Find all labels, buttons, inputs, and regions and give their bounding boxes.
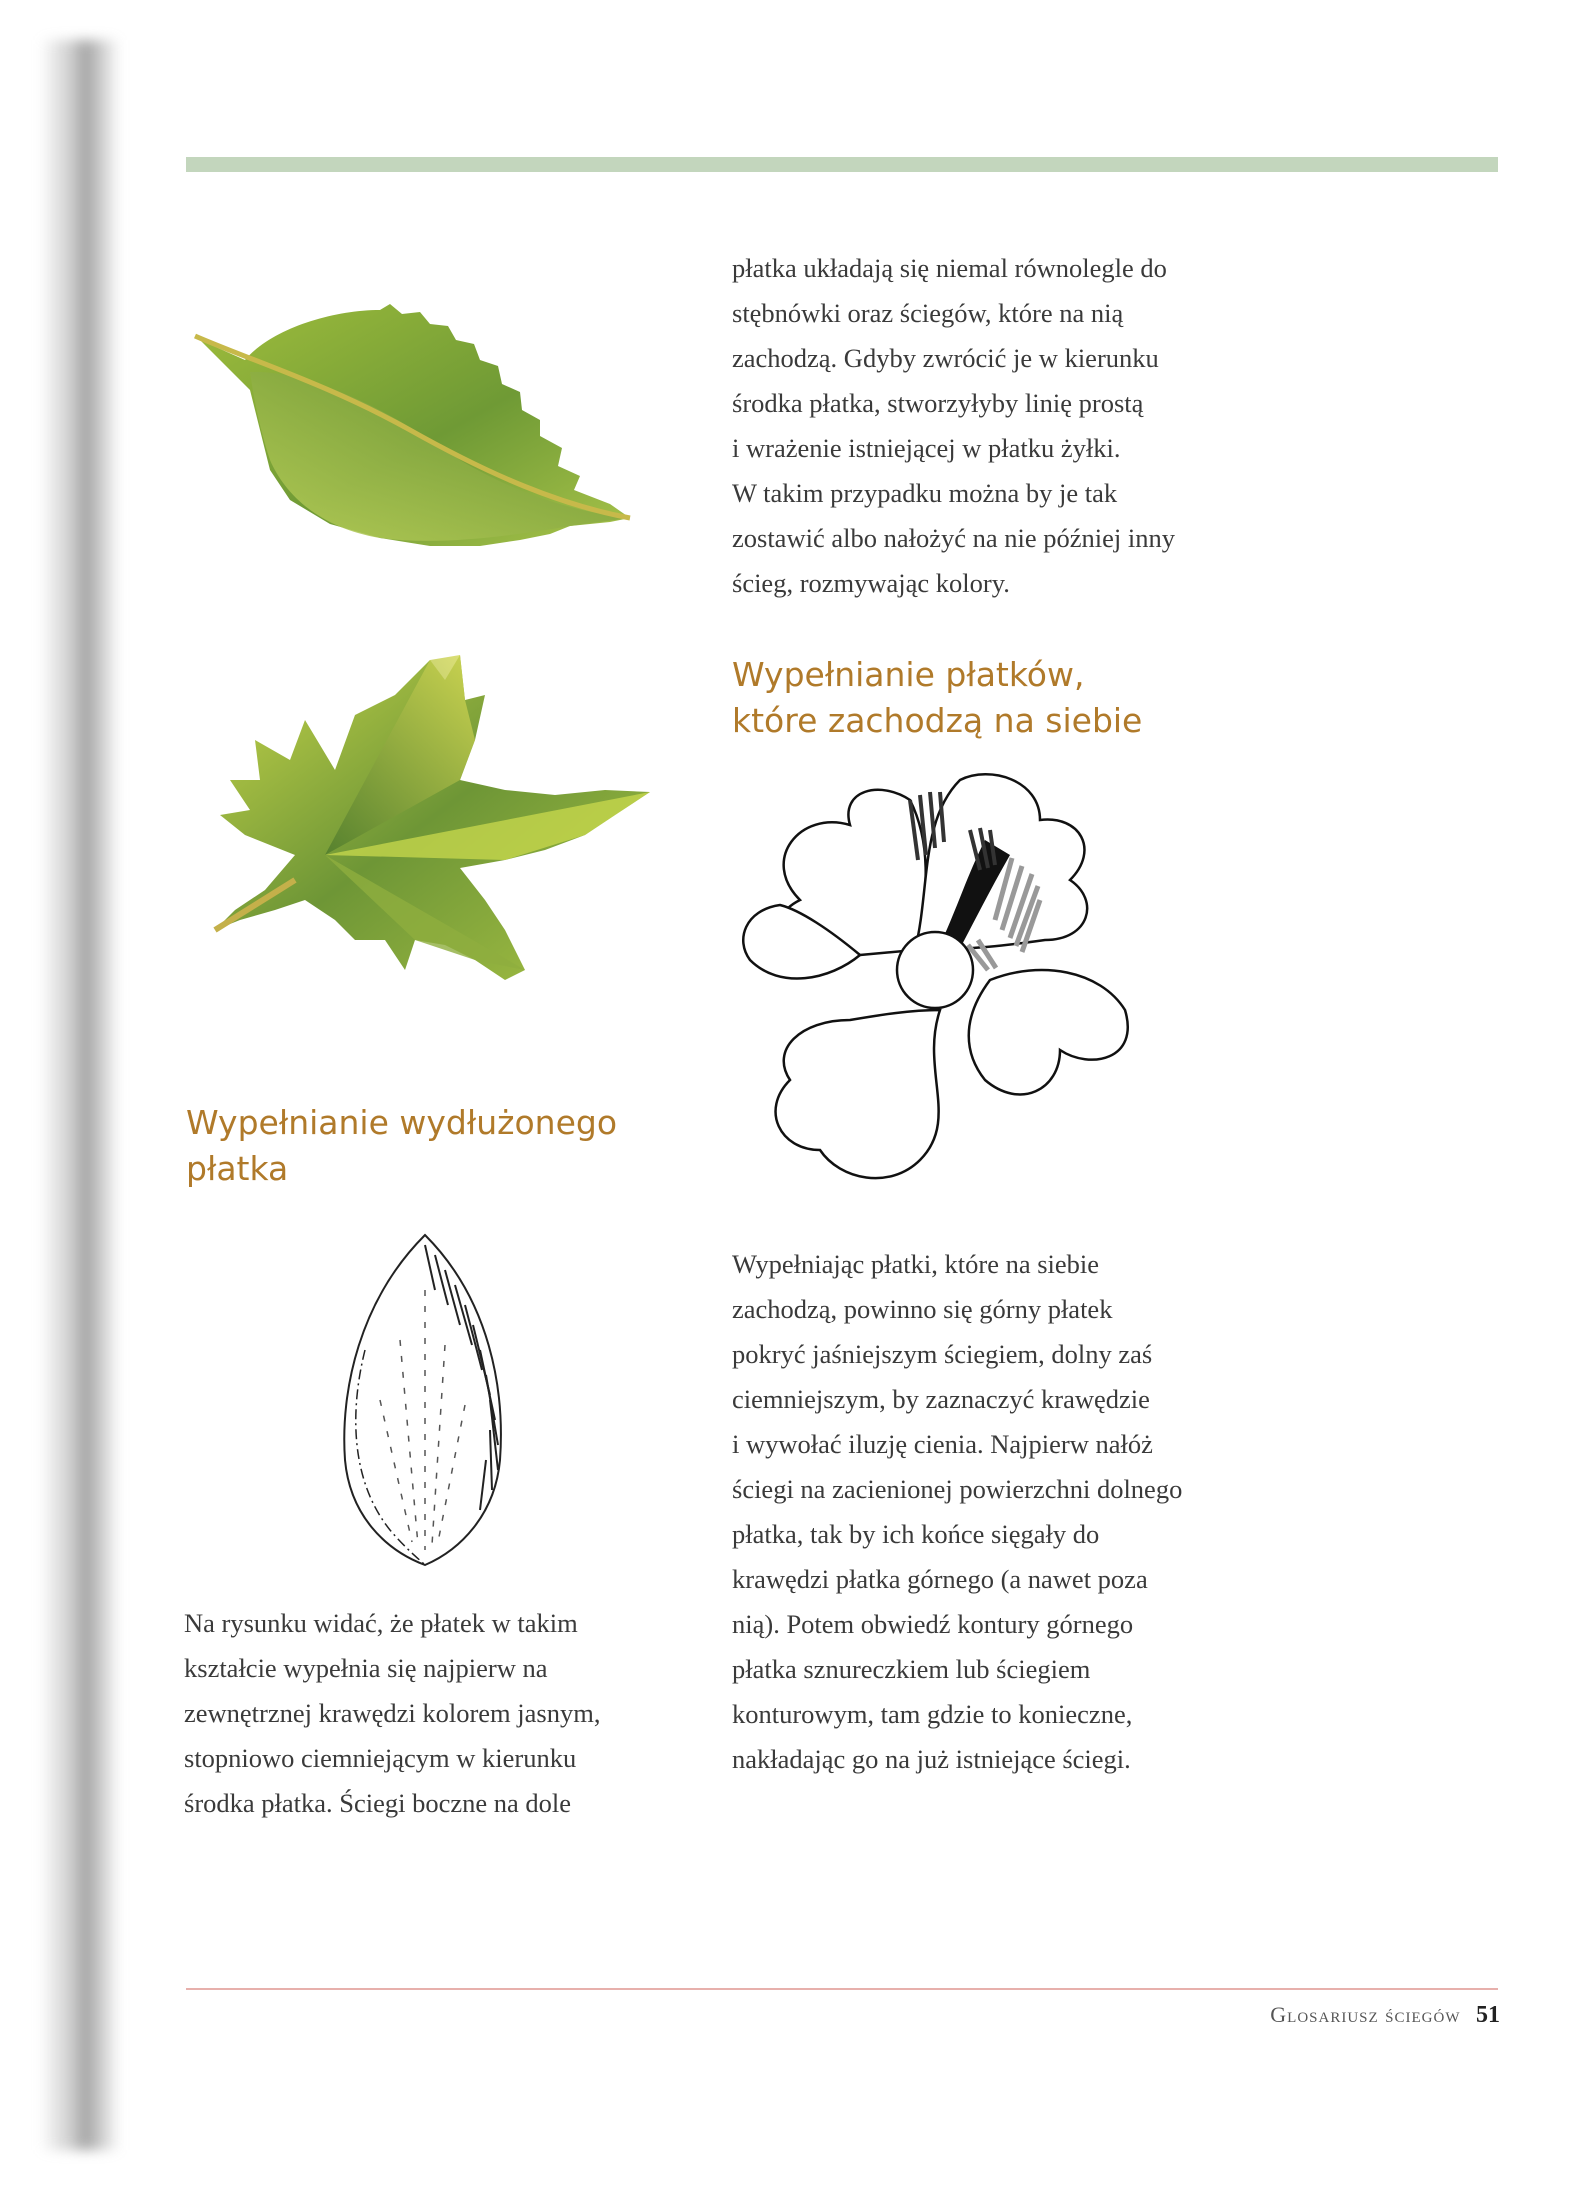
- embroidered-leaf-photo: [190, 290, 650, 570]
- heading-line: które zachodzą na siebie: [732, 701, 1143, 740]
- book-binding-shadow: [40, 40, 120, 2150]
- heading-line: Wypełnianie wydłużonego: [186, 1103, 618, 1142]
- elongated-petal-diagram: [330, 1230, 520, 1570]
- text-line: środka płatka, stworzyłyby linię prostą: [732, 388, 1144, 418]
- text-line: ciemniejszym, by zaznaczyć krawędzie: [732, 1384, 1150, 1414]
- text-line: krawędzi płatka górnego (a nawet poza: [732, 1564, 1148, 1594]
- text-line: zostawić albo nałożyć na nie później inny: [732, 523, 1175, 553]
- text-line: środka płatka. Ściegi boczne na dole: [184, 1788, 572, 1818]
- text-line: stopniowo ciemniejącym w kierunku: [184, 1743, 577, 1773]
- heading-line: płatka: [186, 1149, 289, 1188]
- text-line: W takim przypadku można by je tak: [732, 478, 1118, 508]
- text-line: stębnówki oraz ściegów, które na nią: [732, 298, 1124, 328]
- text-line: konturowym, tam gdzie to konieczne,: [732, 1699, 1133, 1729]
- text-line: Na rysunku widać, że płatek w takim: [184, 1608, 578, 1638]
- text-line: płatka układają się niemal równolegle do: [732, 253, 1167, 283]
- heading-line: Wypełnianie płatków,: [732, 655, 1085, 694]
- page-number: 51: [1476, 2002, 1500, 2028]
- section-heading-elongated-petal: [186, 1100, 617, 1192]
- paragraph-elongated-petal: [184, 1601, 600, 1826]
- text-line: nią). Potem obwiedź kontury górnego: [732, 1609, 1134, 1639]
- footer-rule: [186, 1988, 1498, 1990]
- text-line: ściegi na zacienionej powierzchni dolnego: [732, 1474, 1183, 1504]
- text-line: ścieg, rozmywając kolory.: [732, 568, 1010, 598]
- top-color-bar: [186, 157, 1498, 172]
- text-line: kształcie wypełnia się najpierw na: [184, 1653, 548, 1683]
- paragraph-overlapping-petals: [732, 1242, 1182, 1782]
- paragraph-petal-stitches: [732, 246, 1175, 606]
- text-line: płatka, tak by ich końce sięgały do: [732, 1519, 1100, 1549]
- text-line: zachodzą, powinno się górny płatek: [732, 1294, 1113, 1324]
- embroidered-maple-leaf-photo: [205, 640, 655, 1040]
- footer-section-title: Glosariusz ściegów: [1270, 2002, 1461, 2027]
- text-line: i wywołać iluzję cienia. Najpierw nałóż: [732, 1429, 1153, 1459]
- text-line: zewnętrznej krawędzi kolorem jasnym,: [184, 1698, 601, 1728]
- text-line: pokryć jaśniejszym ściegiem, dolny zaś: [732, 1339, 1153, 1369]
- overlapping-petals-diagram: [740, 770, 1190, 1210]
- text-line: nakładając go na już istniejące ściegi.: [732, 1744, 1131, 1774]
- section-heading-overlapping-petals: [732, 652, 1142, 744]
- text-line: płatka sznureczkiem lub ściegiem: [732, 1654, 1091, 1684]
- text-line: zachodzą. Gdyby zwrócić je w kierunku: [732, 343, 1159, 373]
- text-line: Wypełniając płatki, które na siebie: [732, 1249, 1100, 1279]
- page-footer: [1150, 2002, 1500, 2029]
- text-line: i wrażenie istniejącej w płatku żyłki.: [732, 433, 1121, 463]
